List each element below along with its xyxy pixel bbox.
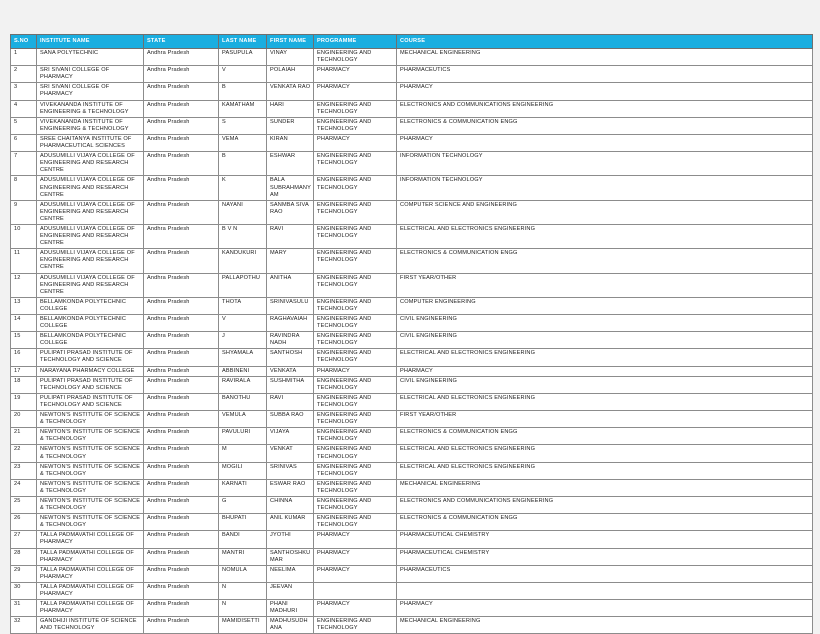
cell-state: Andhra Pradesh xyxy=(144,49,219,66)
cell-institute: SREE CHAITANYA INSTITUTE OF PHARMACEUTICAL SCIENCES xyxy=(37,134,144,151)
cell-programme: ENGINEERING AND TECHNOLOGY xyxy=(314,376,397,393)
cell-sno: 13 xyxy=(11,297,37,314)
cell-first-name: SUNDER xyxy=(267,117,314,134)
cell-institute: VIVEKANANDA INSTITUTE OF ENGINEERING & TECHNOLOGY xyxy=(37,117,144,134)
table-body xyxy=(11,49,813,634)
cell-sno: 19 xyxy=(11,393,37,410)
cell-course: ELECTRICAL AND ELECTRONICS ENGINEERING xyxy=(397,349,813,366)
column-header-institute[interactable]: INSTITUTE NAME xyxy=(37,35,144,49)
cell-sno: 15 xyxy=(11,332,37,349)
cell-last-name: PALLAPOTHU xyxy=(219,273,267,297)
cell-first-name: ANIL KUMAR xyxy=(267,514,314,531)
cell-programme: PHARMACY xyxy=(314,531,397,548)
cell-sno: 26 xyxy=(11,514,37,531)
table-row[interactable] xyxy=(11,445,813,462)
table-row[interactable] xyxy=(11,393,813,410)
table-row[interactable] xyxy=(11,200,813,224)
cell-first-name: MADHUSUDHANA xyxy=(267,617,314,634)
table-row[interactable] xyxy=(11,411,813,428)
cell-first-name: BALA SUBRAHMANYAM xyxy=(267,176,314,200)
cell-course: ELECTRONICS & COMMUNICATION ENGG xyxy=(397,428,813,445)
cell-first-name: SANTHOSHKUMAR xyxy=(267,548,314,565)
cell-first-name: POLAIAH xyxy=(267,66,314,83)
cell-sno: 16 xyxy=(11,349,37,366)
cell-last-name: M xyxy=(219,445,267,462)
student-institute-table xyxy=(10,34,813,634)
cell-course: COMPUTER SCIENCE AND ENGINEERING xyxy=(397,200,813,224)
cell-last-name: V xyxy=(219,66,267,83)
table-row[interactable] xyxy=(11,66,813,83)
cell-sno: 24 xyxy=(11,479,37,496)
cell-institute: NEWTON'S INSTITUTE OF SCIENCE & TECHNOLOGY xyxy=(37,428,144,445)
cell-course: PHARMACEUTICS xyxy=(397,565,813,582)
cell-programme: PHARMACY xyxy=(314,134,397,151)
cell-state: Andhra Pradesh xyxy=(144,514,219,531)
cell-institute: ADUSUMILLI VIJAYA COLLEGE OF ENGINEERING AND RESEARCH CENTRE xyxy=(37,152,144,176)
cell-first-name: KIRAN xyxy=(267,134,314,151)
cell-programme: ENGINEERING AND TECHNOLOGY xyxy=(314,200,397,224)
cell-last-name: PAVULURI xyxy=(219,428,267,445)
cell-programme xyxy=(314,582,397,599)
cell-sno: 11 xyxy=(11,249,37,273)
cell-state: Andhra Pradesh xyxy=(144,445,219,462)
cell-programme: ENGINEERING AND TECHNOLOGY xyxy=(314,297,397,314)
cell-programme: ENGINEERING AND TECHNOLOGY xyxy=(314,249,397,273)
cell-sno: 8 xyxy=(11,176,37,200)
cell-first-name: VINAY xyxy=(267,49,314,66)
cell-sno: 17 xyxy=(11,366,37,376)
cell-last-name: RAVIRALA xyxy=(219,376,267,393)
cell-course: ELECTRICAL AND ELECTRONICS ENGINEERING xyxy=(397,224,813,248)
cell-sno: 30 xyxy=(11,582,37,599)
cell-programme: PHARMACY xyxy=(314,548,397,565)
cell-state: Andhra Pradesh xyxy=(144,134,219,151)
cell-state: Andhra Pradesh xyxy=(144,152,219,176)
cell-state: Andhra Pradesh xyxy=(144,100,219,117)
cell-first-name: HARI xyxy=(267,100,314,117)
cell-sno: 32 xyxy=(11,617,37,634)
cell-programme: PHARMACY xyxy=(314,600,397,617)
cell-institute: SRI SIVANI COLLEGE OF PHARMACY xyxy=(37,83,144,100)
cell-state: Andhra Pradesh xyxy=(144,315,219,332)
cell-institute: TALLA PADMAVATHI COLLEGE OF PHARMACY xyxy=(37,531,144,548)
table-row[interactable] xyxy=(11,479,813,496)
cell-institute: PULIPATI PRASAD INSTITUTE OF TECHNOLOGY AND SCIENCE xyxy=(37,376,144,393)
cell-sno: 10 xyxy=(11,224,37,248)
cell-institute: TALLA PADMAVATHI COLLEGE OF PHARMACY xyxy=(37,548,144,565)
cell-programme: ENGINEERING AND TECHNOLOGY xyxy=(314,273,397,297)
cell-state: Andhra Pradesh xyxy=(144,531,219,548)
cell-state: Andhra Pradesh xyxy=(144,582,219,599)
cell-state: Andhra Pradesh xyxy=(144,249,219,273)
table-row[interactable] xyxy=(11,117,813,134)
table-row[interactable] xyxy=(11,224,813,248)
table-row[interactable] xyxy=(11,176,813,200)
cell-institute: BELLAMKONDA POLYTECHNIC COLLEGE xyxy=(37,332,144,349)
cell-state: Andhra Pradesh xyxy=(144,273,219,297)
cell-course: ELECTRONICS & COMMUNICATION ENGG xyxy=(397,514,813,531)
cell-state: Andhra Pradesh xyxy=(144,565,219,582)
cell-programme: ENGINEERING AND TECHNOLOGY xyxy=(314,349,397,366)
cell-last-name: B xyxy=(219,83,267,100)
cell-first-name: ANITHA xyxy=(267,273,314,297)
cell-last-name: VEMA xyxy=(219,134,267,151)
cell-state: Andhra Pradesh xyxy=(144,479,219,496)
cell-institute: PULIPATI PRASAD INSTITUTE OF TECHNOLOGY AND SCIENCE xyxy=(37,349,144,366)
cell-last-name: KAMATHAM xyxy=(219,100,267,117)
cell-course: PHARMACEUTICS xyxy=(397,66,813,83)
cell-last-name: MAMIDISETTI xyxy=(219,617,267,634)
cell-programme: ENGINEERING AND TECHNOLOGY xyxy=(314,428,397,445)
cell-course: FIRST YEAR/OTHER xyxy=(397,411,813,428)
cell-institute: SANA POLYTECHNIC xyxy=(37,49,144,66)
cell-institute: ADUSUMILLI VIJAYA COLLEGE OF ENGINEERING AND RESEARCH CENTRE xyxy=(37,249,144,273)
cell-first-name: JYOTHI xyxy=(267,531,314,548)
table-row[interactable] xyxy=(11,134,813,151)
cell-last-name: N xyxy=(219,600,267,617)
column-header-last-name[interactable]: LAST NAME xyxy=(219,35,267,49)
cell-programme: ENGINEERING AND TECHNOLOGY xyxy=(314,393,397,410)
cell-first-name: VENKATA xyxy=(267,366,314,376)
cell-course: PHARMACEUTICAL CHEMISTRY xyxy=(397,531,813,548)
cell-programme: ENGINEERING AND TECHNOLOGY xyxy=(314,49,397,66)
cell-course: CIVIL ENGINEERING xyxy=(397,376,813,393)
cell-state: Andhra Pradesh xyxy=(144,200,219,224)
cell-first-name: VENKAT xyxy=(267,445,314,462)
cell-first-name: JEEVAN xyxy=(267,582,314,599)
cell-last-name: KANDUKURI xyxy=(219,249,267,273)
cell-programme: ENGINEERING AND TECHNOLOGY xyxy=(314,315,397,332)
cell-sno: 7 xyxy=(11,152,37,176)
cell-sno: 1 xyxy=(11,49,37,66)
cell-programme: PHARMACY xyxy=(314,66,397,83)
cell-programme: ENGINEERING AND TECHNOLOGY xyxy=(314,445,397,462)
cell-last-name: J xyxy=(219,332,267,349)
cell-sno: 22 xyxy=(11,445,37,462)
cell-sno: 4 xyxy=(11,100,37,117)
cell-course: MECHANICAL ENGINEERING xyxy=(397,49,813,66)
column-header-first-name[interactable]: FIRST NAME xyxy=(267,35,314,49)
cell-first-name: SRINIVASULU xyxy=(267,297,314,314)
cell-institute: TALLA PADMAVATHI COLLEGE OF PHARMACY xyxy=(37,565,144,582)
cell-programme: ENGINEERING AND TECHNOLOGY xyxy=(314,514,397,531)
cell-state: Andhra Pradesh xyxy=(144,600,219,617)
cell-last-name: PASUPULA xyxy=(219,49,267,66)
cell-first-name: ESHWAR xyxy=(267,152,314,176)
table-row[interactable] xyxy=(11,531,813,548)
cell-first-name: RAVI xyxy=(267,224,314,248)
table-row[interactable] xyxy=(11,565,813,582)
cell-last-name: NOMULA xyxy=(219,565,267,582)
cell-programme: ENGINEERING AND TECHNOLOGY xyxy=(314,462,397,479)
cell-course: MECHANICAL ENGINEERING xyxy=(397,479,813,496)
cell-sno: 5 xyxy=(11,117,37,134)
cell-sno: 23 xyxy=(11,462,37,479)
cell-sno: 31 xyxy=(11,600,37,617)
cell-course: ELECTRONICS AND COMMUNICATIONS ENGINEERING xyxy=(397,100,813,117)
table-row[interactable] xyxy=(11,100,813,117)
cell-sno: 9 xyxy=(11,200,37,224)
table-row[interactable] xyxy=(11,582,813,599)
cell-programme: PHARMACY xyxy=(314,366,397,376)
cell-first-name: NEELIMA xyxy=(267,565,314,582)
cell-state: Andhra Pradesh xyxy=(144,366,219,376)
cell-course: ELECTRICAL AND ELECTRONICS ENGINEERING xyxy=(397,445,813,462)
table-row[interactable] xyxy=(11,297,813,314)
cell-last-name: G xyxy=(219,496,267,513)
cell-state: Andhra Pradesh xyxy=(144,224,219,248)
table-row[interactable] xyxy=(11,617,813,634)
cell-state: Andhra Pradesh xyxy=(144,83,219,100)
column-header-state[interactable]: STATE xyxy=(144,35,219,49)
cell-course: PHARMACY xyxy=(397,600,813,617)
cell-state: Andhra Pradesh xyxy=(144,496,219,513)
cell-course: ELECTRONICS & COMMUNICATION ENGG xyxy=(397,249,813,273)
cell-last-name: SHYAMALA xyxy=(219,349,267,366)
cell-programme: PHARMACY xyxy=(314,83,397,100)
cell-last-name: MOGILI xyxy=(219,462,267,479)
cell-institute: ADUSUMILLI VIJAYA COLLEGE OF ENGINEERING AND RESEARCH CENTRE xyxy=(37,273,144,297)
table-row[interactable] xyxy=(11,548,813,565)
cell-course: PHARMACY xyxy=(397,366,813,376)
table-row[interactable] xyxy=(11,315,813,332)
cell-state: Andhra Pradesh xyxy=(144,411,219,428)
cell-first-name: SANMBA SIVA RAO xyxy=(267,200,314,224)
cell-state: Andhra Pradesh xyxy=(144,393,219,410)
cell-first-name: SUSHMITHA xyxy=(267,376,314,393)
table-row[interactable] xyxy=(11,376,813,393)
column-header-programme[interactable]: PROGRAMME xyxy=(314,35,397,49)
cell-course: CIVIL ENGINEERING xyxy=(397,315,813,332)
cell-course: ELECTRICAL AND ELECTRONICS ENGINEERING xyxy=(397,462,813,479)
cell-course: INFORMATION TECHNOLOGY xyxy=(397,176,813,200)
cell-last-name: KARNATI xyxy=(219,479,267,496)
cell-state: Andhra Pradesh xyxy=(144,428,219,445)
cell-last-name: B V N xyxy=(219,224,267,248)
cell-state: Andhra Pradesh xyxy=(144,349,219,366)
cell-sno: 6 xyxy=(11,134,37,151)
table-container xyxy=(10,34,812,634)
cell-course xyxy=(397,582,813,599)
cell-first-name: RAGHAVAIAH xyxy=(267,315,314,332)
cell-sno: 18 xyxy=(11,376,37,393)
cell-first-name: SRINIVAS xyxy=(267,462,314,479)
table-row[interactable] xyxy=(11,349,813,366)
cell-first-name: PHANI MADHURI xyxy=(267,600,314,617)
cell-state: Andhra Pradesh xyxy=(144,548,219,565)
cell-sno: 2 xyxy=(11,66,37,83)
cell-institute: NEWTON'S INSTITUTE OF SCIENCE & TECHNOLOGY xyxy=(37,496,144,513)
cell-last-name: K xyxy=(219,176,267,200)
table-header-row xyxy=(11,35,813,49)
cell-first-name: MARY xyxy=(267,249,314,273)
table-row[interactable] xyxy=(11,496,813,513)
cell-first-name: ESWAR RAO xyxy=(267,479,314,496)
table-row[interactable] xyxy=(11,600,813,617)
cell-state: Andhra Pradesh xyxy=(144,297,219,314)
cell-last-name: BANDI xyxy=(219,531,267,548)
cell-institute: BELLAMKONDA POLYTECHNIC COLLEGE xyxy=(37,297,144,314)
cell-sno: 29 xyxy=(11,565,37,582)
cell-first-name: VIJAYA xyxy=(267,428,314,445)
cell-state: Andhra Pradesh xyxy=(144,332,219,349)
cell-course: MECHANICAL ENGINEERING xyxy=(397,617,813,634)
cell-programme: ENGINEERING AND TECHNOLOGY xyxy=(314,617,397,634)
cell-last-name: BHUPATI xyxy=(219,514,267,531)
cell-last-name: S xyxy=(219,117,267,134)
cell-last-name: VEMULA xyxy=(219,411,267,428)
cell-last-name: MANTRI xyxy=(219,548,267,565)
cell-sno: 14 xyxy=(11,315,37,332)
cell-first-name: RAVINDRA NADH xyxy=(267,332,314,349)
cell-course: PHARMACEUTICAL CHEMISTRY xyxy=(397,548,813,565)
cell-institute: NEWTON'S INSTITUTE OF SCIENCE & TECHNOLOGY xyxy=(37,479,144,496)
cell-last-name: ABBINENI xyxy=(219,366,267,376)
cell-institute: NEWTON'S INSTITUTE OF SCIENCE & TECHNOLOGY xyxy=(37,514,144,531)
cell-course: PHARMACY xyxy=(397,134,813,151)
cell-last-name: B xyxy=(219,152,267,176)
table-row[interactable] xyxy=(11,152,813,176)
table-row[interactable] xyxy=(11,514,813,531)
cell-programme: ENGINEERING AND TECHNOLOGY xyxy=(314,332,397,349)
table-row[interactable] xyxy=(11,49,813,66)
cell-state: Andhra Pradesh xyxy=(144,617,219,634)
cell-last-name: NAYANI xyxy=(219,200,267,224)
cell-sno: 28 xyxy=(11,548,37,565)
cell-institute: BELLAMKONDA POLYTECHNIC COLLEGE xyxy=(37,315,144,332)
cell-last-name: THOTA xyxy=(219,297,267,314)
cell-institute: NARAYANA PHARMACY COLLEGE xyxy=(37,366,144,376)
cell-first-name: SUBBA RAO xyxy=(267,411,314,428)
cell-course: ELECTRICAL AND ELECTRONICS ENGINEERING xyxy=(397,393,813,410)
cell-state: Andhra Pradesh xyxy=(144,462,219,479)
cell-programme: ENGINEERING AND TECHNOLOGY xyxy=(314,100,397,117)
cell-course: ELECTRONICS & COMMUNICATION ENGG xyxy=(397,117,813,134)
cell-programme: ENGINEERING AND TECHNOLOGY xyxy=(314,496,397,513)
cell-first-name: RAVI xyxy=(267,393,314,410)
cell-last-name: BANOTHU xyxy=(219,393,267,410)
cell-programme: ENGINEERING AND TECHNOLOGY xyxy=(314,152,397,176)
cell-institute: VIVEKANANDA INSTITUTE OF ENGINEERING & TECHNOLOGY xyxy=(37,100,144,117)
cell-sno: 20 xyxy=(11,411,37,428)
column-header-sno[interactable]: S.NO xyxy=(11,35,37,49)
cell-sno: 12 xyxy=(11,273,37,297)
cell-institute: NEWTON'S INSTITUTE OF SCIENCE & TECHNOLOGY xyxy=(37,445,144,462)
cell-state: Andhra Pradesh xyxy=(144,176,219,200)
cell-state: Andhra Pradesh xyxy=(144,117,219,134)
cell-first-name: VENKATA RAO xyxy=(267,83,314,100)
cell-state: Andhra Pradesh xyxy=(144,66,219,83)
cell-first-name: CHINNA xyxy=(267,496,314,513)
cell-last-name: N xyxy=(219,582,267,599)
cell-first-name: SANTHOSH xyxy=(267,349,314,366)
cell-institute: TALLA PADMAVATHI COLLEGE OF PHARMACY xyxy=(37,600,144,617)
cell-course: PHARMACY xyxy=(397,83,813,100)
cell-course: COMPUTER ENGINEERING xyxy=(397,297,813,314)
table-header xyxy=(11,35,813,49)
cell-course: CIVIL ENGINEERING xyxy=(397,332,813,349)
cell-programme: ENGINEERING AND TECHNOLOGY xyxy=(314,176,397,200)
cell-institute: PULIPATI PRASAD INSTITUTE OF TECHNOLOGY AND SCIENCE xyxy=(37,393,144,410)
cell-institute: ADUSUMILLI VIJAYA COLLEGE OF ENGINEERING AND RESEARCH CENTRE xyxy=(37,200,144,224)
cell-sno: 21 xyxy=(11,428,37,445)
column-header-course[interactable]: COURSE xyxy=(397,35,813,49)
cell-sno: 25 xyxy=(11,496,37,513)
cell-state: Andhra Pradesh xyxy=(144,376,219,393)
table-row[interactable] xyxy=(11,366,813,376)
cell-course: INFORMATION TECHNOLOGY xyxy=(397,152,813,176)
cell-programme: ENGINEERING AND TECHNOLOGY xyxy=(314,117,397,134)
cell-course: FIRST YEAR/OTHER xyxy=(397,273,813,297)
cell-programme: PHARMACY xyxy=(314,565,397,582)
table-row[interactable] xyxy=(11,273,813,297)
cell-sno: 3 xyxy=(11,83,37,100)
cell-programme: ENGINEERING AND TECHNOLOGY xyxy=(314,224,397,248)
table-row[interactable] xyxy=(11,428,813,445)
cell-institute: NEWTON'S INSTITUTE OF SCIENCE & TECHNOLOGY xyxy=(37,411,144,428)
table-row[interactable] xyxy=(11,462,813,479)
cell-institute: TALLA PADMAVATHI COLLEGE OF PHARMACY xyxy=(37,582,144,599)
cell-institute: ADUSUMILLI VIJAYA COLLEGE OF ENGINEERING AND RESEARCH CENTRE xyxy=(37,224,144,248)
cell-course: ELECTRONICS AND COMMUNICATIONS ENGINEERING xyxy=(397,496,813,513)
cell-programme: ENGINEERING AND TECHNOLOGY xyxy=(314,479,397,496)
cell-sno: 27 xyxy=(11,531,37,548)
cell-institute: GANDHIJI INSTITUTE OF SCIENCE AND TECHNOLOGY xyxy=(37,617,144,634)
table-row[interactable] xyxy=(11,249,813,273)
table-row[interactable] xyxy=(11,332,813,349)
cell-institute: SRI SIVANI COLLEGE OF PHARMACY xyxy=(37,66,144,83)
cell-last-name: V xyxy=(219,315,267,332)
table-row[interactable] xyxy=(11,83,813,100)
cell-institute: ADUSUMILLI VIJAYA COLLEGE OF ENGINEERING AND RESEARCH CENTRE xyxy=(37,176,144,200)
cell-programme: ENGINEERING AND TECHNOLOGY xyxy=(314,411,397,428)
cell-institute: NEWTON'S INSTITUTE OF SCIENCE & TECHNOLOGY xyxy=(37,462,144,479)
